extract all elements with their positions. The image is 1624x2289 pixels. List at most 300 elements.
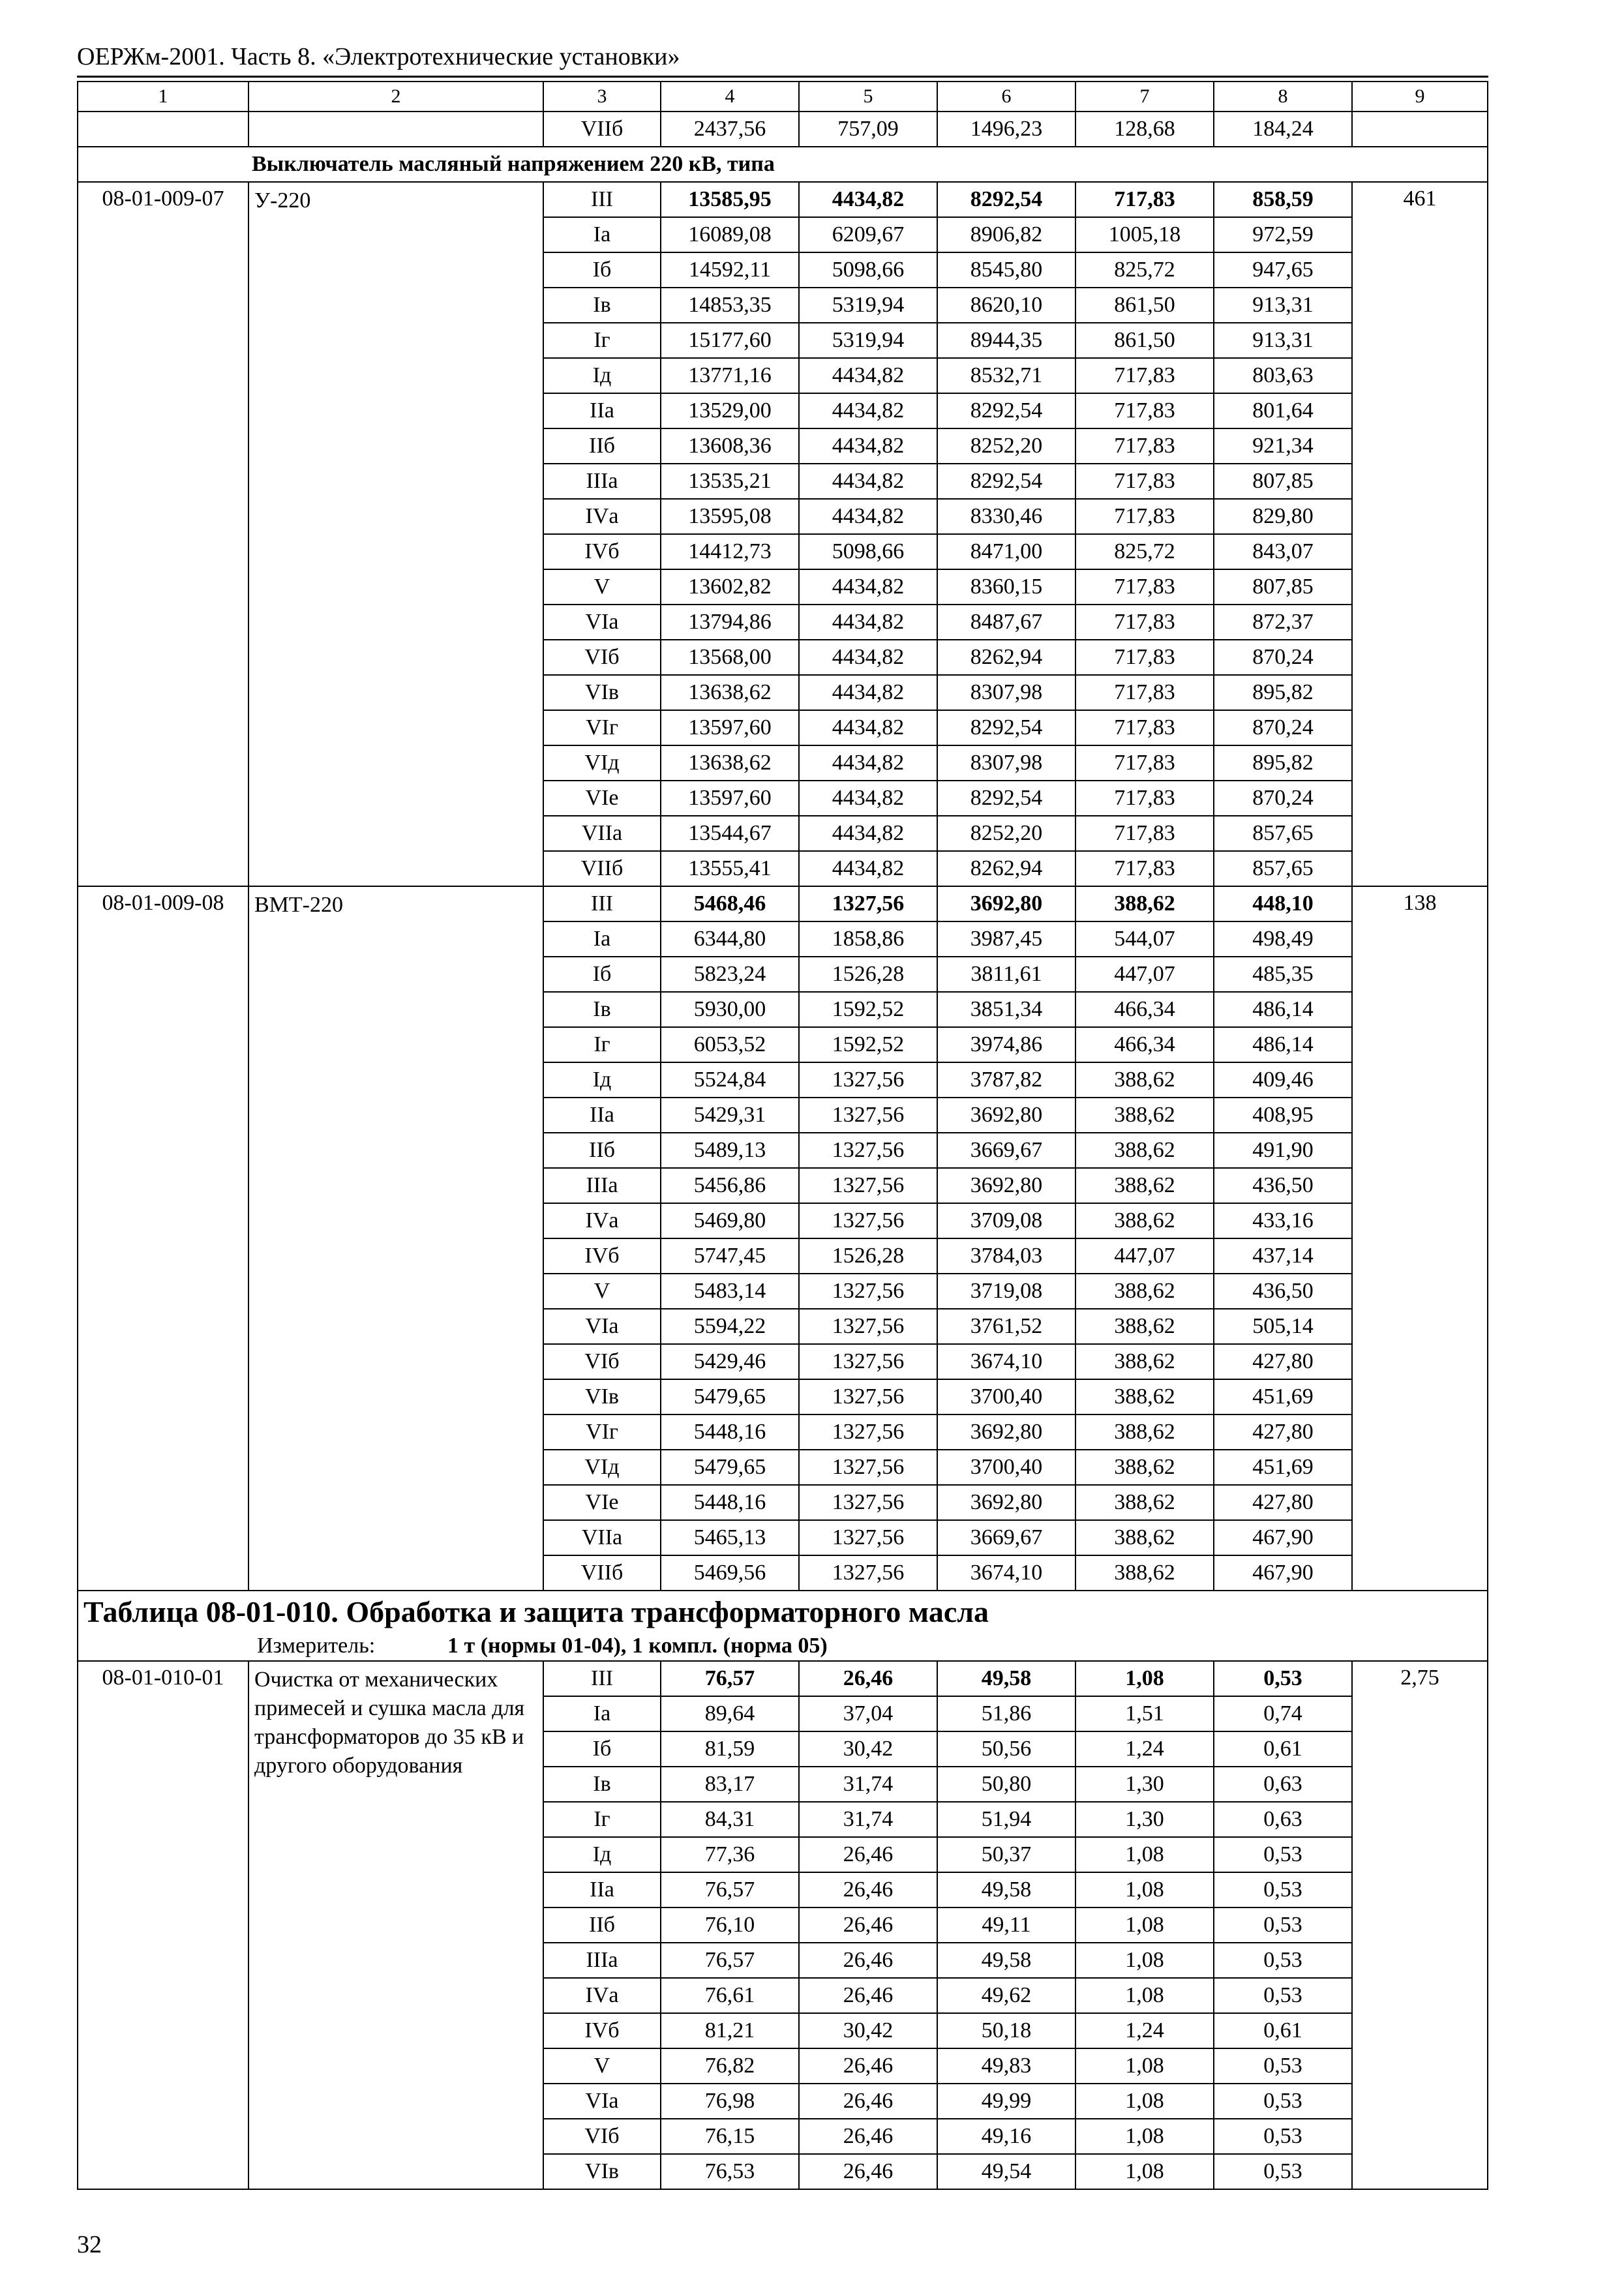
value-cell: 1,08 — [1075, 1978, 1214, 2013]
territory-mark: VIв — [543, 1379, 661, 1414]
value-cell: 717,83 — [1075, 569, 1214, 605]
value-cell: 0,53 — [1214, 1908, 1352, 1943]
value-cell: 81,21 — [661, 2013, 799, 2048]
value-cell: 388,62 — [1075, 1414, 1214, 1450]
value-cell: 0,53 — [1214, 2048, 1352, 2084]
territory-mark: IIб — [543, 428, 661, 464]
extra-cell — [1352, 112, 1488, 147]
value-cell: 913,31 — [1214, 323, 1352, 358]
value-cell: 76,57 — [661, 1872, 799, 1908]
territory-mark: IVб — [543, 2013, 661, 2048]
value-cell: 1327,56 — [799, 1414, 937, 1450]
column-number: 7 — [1075, 82, 1214, 112]
territory-mark: Iб — [543, 957, 661, 992]
territory-mark: IIIа — [543, 464, 661, 499]
value-cell: 26,46 — [799, 2154, 937, 2189]
value-cell: 5429,31 — [661, 1098, 799, 1133]
value-cell: 8471,00 — [937, 534, 1075, 569]
column-number: 9 — [1352, 82, 1488, 112]
value-cell: 3974,86 — [937, 1027, 1075, 1062]
territory-mark: VIIб — [543, 1555, 661, 1591]
value-cell: 5594,22 — [661, 1309, 799, 1344]
value-cell: 184,24 — [1214, 112, 1352, 147]
value-cell: 5524,84 — [661, 1062, 799, 1098]
value-cell: 801,64 — [1214, 393, 1352, 428]
column-number: 4 — [661, 82, 799, 112]
value-cell: 13771,16 — [661, 358, 799, 393]
value-cell: 4434,82 — [799, 464, 937, 499]
value-cell: 427,80 — [1214, 1414, 1352, 1450]
column-number: 6 — [937, 82, 1075, 112]
page-number: 32 — [77, 2231, 102, 2258]
value-cell: 49,58 — [937, 1872, 1075, 1908]
value-cell: 31,74 — [799, 1802, 937, 1837]
value-cell: 76,82 — [661, 2048, 799, 2084]
code-cell: 08-01-010-01 — [78, 1661, 248, 2189]
value-cell: 870,24 — [1214, 640, 1352, 675]
value-cell: 3811,61 — [937, 957, 1075, 992]
territory-mark: VIв — [543, 2154, 661, 2189]
value-cell: 3987,45 — [937, 921, 1075, 957]
table-row — [78, 1661, 1488, 1696]
value-cell: 825,72 — [1075, 534, 1214, 569]
territory-mark: III — [543, 182, 661, 217]
value-cell: 26,46 — [799, 1837, 937, 1872]
value-cell: 1592,52 — [799, 1027, 937, 1062]
value-cell: 388,62 — [1075, 1344, 1214, 1379]
value-cell: 13529,00 — [661, 393, 799, 428]
value-cell: 13595,08 — [661, 499, 799, 534]
value-cell: 388,62 — [1075, 1520, 1214, 1555]
territory-mark: Iд — [543, 1837, 661, 1872]
value-cell: 825,72 — [1075, 252, 1214, 288]
territory-mark: VIб — [543, 1344, 661, 1379]
value-cell: 4434,82 — [799, 851, 937, 886]
value-cell: 26,46 — [799, 2119, 937, 2154]
value-cell: 30,42 — [799, 2013, 937, 2048]
col9-cell: 2,75 — [1352, 1661, 1488, 2189]
value-cell: 861,50 — [1075, 323, 1214, 358]
value-cell: 5098,66 — [799, 252, 937, 288]
column-number: 3 — [543, 82, 661, 112]
value-cell: 76,98 — [661, 2084, 799, 2119]
value-cell: 388,62 — [1075, 1274, 1214, 1309]
value-cell: 4434,82 — [799, 358, 937, 393]
value-cell: 49,99 — [937, 2084, 1075, 2119]
value-cell: 427,80 — [1214, 1485, 1352, 1520]
value-cell: 843,07 — [1214, 534, 1352, 569]
value-cell: 76,57 — [661, 1661, 799, 1696]
value-cell: 13638,62 — [661, 745, 799, 781]
value-cell: 4434,82 — [799, 675, 937, 710]
value-cell: 8252,20 — [937, 428, 1075, 464]
territory-mark: III — [543, 1661, 661, 1696]
value-cell: 8545,80 — [937, 252, 1075, 288]
value-cell: 0,53 — [1214, 1978, 1352, 2013]
value-cell: 49,62 — [937, 1978, 1075, 2013]
value-cell: 717,83 — [1075, 182, 1214, 217]
territory-mark: IVб — [543, 534, 661, 569]
value-cell: 76,57 — [661, 1943, 799, 1978]
value-cell: 807,85 — [1214, 464, 1352, 499]
territory-mark: Iа — [543, 217, 661, 252]
table-row — [78, 886, 1488, 921]
value-cell: 1327,56 — [799, 1555, 937, 1591]
value-cell: 50,56 — [937, 1731, 1075, 1767]
value-cell: 5930,00 — [661, 992, 799, 1027]
value-cell: 4434,82 — [799, 499, 937, 534]
value-cell: 717,83 — [1075, 745, 1214, 781]
section-row — [78, 147, 1488, 182]
value-cell: 0,61 — [1214, 2013, 1352, 2048]
value-cell: 4434,82 — [799, 781, 937, 816]
value-cell: 76,61 — [661, 1978, 799, 2013]
value-cell: 1,08 — [1075, 2048, 1214, 2084]
value-cell: 921,34 — [1214, 428, 1352, 464]
value-cell: 77,36 — [661, 1837, 799, 1872]
value-cell: 1327,56 — [799, 1520, 937, 1555]
value-cell: 8262,94 — [937, 640, 1075, 675]
value-cell: 49,58 — [937, 1661, 1075, 1696]
value-cell: 3692,80 — [937, 1098, 1075, 1133]
value-cell: 3674,10 — [937, 1555, 1075, 1591]
value-cell: 8307,98 — [937, 675, 1075, 710]
col9-cell: 138 — [1352, 886, 1488, 1591]
value-cell: 0,74 — [1214, 1696, 1352, 1731]
value-cell: 451,69 — [1214, 1450, 1352, 1485]
value-cell: 3851,34 — [937, 992, 1075, 1027]
value-cell: 1,51 — [1075, 1696, 1214, 1731]
value-cell: 5319,94 — [799, 323, 937, 358]
value-cell: 388,62 — [1075, 1168, 1214, 1203]
value-cell: 913,31 — [1214, 288, 1352, 323]
value-cell: 388,62 — [1075, 1133, 1214, 1168]
territory-mark: VIе — [543, 781, 661, 816]
value-cell: 717,83 — [1075, 464, 1214, 499]
code-cell — [78, 112, 248, 147]
value-cell: 76,53 — [661, 2154, 799, 2189]
value-cell: 1005,18 — [1075, 217, 1214, 252]
value-cell: 13608,36 — [661, 428, 799, 464]
table-row — [78, 112, 1488, 147]
value-cell: 717,83 — [1075, 851, 1214, 886]
value-cell: 8292,54 — [937, 710, 1075, 745]
value-cell: 409,46 — [1214, 1062, 1352, 1098]
name-cell — [248, 112, 543, 147]
value-cell: 1,08 — [1075, 1908, 1214, 1943]
territory-mark: VIIб — [543, 112, 661, 147]
value-cell: 0,53 — [1214, 1943, 1352, 1978]
value-cell: 3700,40 — [937, 1450, 1075, 1485]
value-cell: 4434,82 — [799, 428, 937, 464]
value-cell: 437,14 — [1214, 1238, 1352, 1274]
territory-mark: Iб — [543, 1731, 661, 1767]
territory-mark: Iв — [543, 1767, 661, 1802]
value-cell: 8292,54 — [937, 781, 1075, 816]
code-cell: 08-01-009-07 — [78, 182, 248, 886]
value-cell: 3692,80 — [937, 1414, 1075, 1450]
value-cell: 1526,28 — [799, 1238, 937, 1274]
value-cell: 717,83 — [1075, 710, 1214, 745]
value-cell: 467,90 — [1214, 1520, 1352, 1555]
value-cell: 447,07 — [1075, 1238, 1214, 1274]
value-cell: 4434,82 — [799, 640, 937, 675]
value-cell: 1327,56 — [799, 1203, 937, 1238]
value-cell: 49,11 — [937, 1908, 1075, 1943]
value-cell: 807,85 — [1214, 569, 1352, 605]
value-cell: 1327,56 — [799, 886, 937, 921]
territory-mark: VIIа — [543, 1520, 661, 1555]
value-cell: 1526,28 — [799, 957, 937, 992]
value-cell: 83,17 — [661, 1767, 799, 1802]
table-body — [78, 82, 1488, 2189]
value-cell: 8292,54 — [937, 393, 1075, 428]
value-cell: 717,83 — [1075, 393, 1214, 428]
value-cell: 128,68 — [1075, 112, 1214, 147]
territory-mark: IIб — [543, 1908, 661, 1943]
value-cell: 1327,56 — [799, 1062, 937, 1098]
value-cell: 76,15 — [661, 2119, 799, 2154]
column-number: 1 — [78, 82, 248, 112]
value-cell: 51,86 — [937, 1696, 1075, 1731]
value-cell: 3787,82 — [937, 1062, 1075, 1098]
value-cell: 3692,80 — [937, 1168, 1075, 1203]
value-cell: 49,83 — [937, 2048, 1075, 2084]
value-cell: 13555,41 — [661, 851, 799, 886]
value-cell: 5479,65 — [661, 1379, 799, 1414]
value-cell: 8620,10 — [937, 288, 1075, 323]
rates-table — [77, 81, 1488, 2190]
territory-mark: Iа — [543, 1696, 661, 1731]
value-cell: 467,90 — [1214, 1555, 1352, 1591]
territory-mark: VIг — [543, 710, 661, 745]
territory-mark: VIв — [543, 675, 661, 710]
value-cell: 803,63 — [1214, 358, 1352, 393]
value-cell: 13585,95 — [661, 182, 799, 217]
value-cell: 5098,66 — [799, 534, 937, 569]
value-cell: 13535,21 — [661, 464, 799, 499]
territory-mark: Iа — [543, 921, 661, 957]
territory-mark: VIа — [543, 605, 661, 640]
value-cell: 1327,56 — [799, 1450, 937, 1485]
value-cell: 451,69 — [1214, 1379, 1352, 1414]
value-cell: 2437,56 — [661, 112, 799, 147]
value-cell: 388,62 — [1075, 1098, 1214, 1133]
value-cell: 3719,08 — [937, 1274, 1075, 1309]
value-cell: 13544,67 — [661, 816, 799, 851]
value-cell: 1,24 — [1075, 1731, 1214, 1767]
value-cell: 13597,60 — [661, 710, 799, 745]
value-cell: 1,08 — [1075, 2084, 1214, 2119]
territory-mark: Iд — [543, 1062, 661, 1098]
value-cell: 1,08 — [1075, 1943, 1214, 1978]
value-cell: 5465,13 — [661, 1520, 799, 1555]
value-cell: 4434,82 — [799, 710, 937, 745]
value-cell: 5469,80 — [661, 1203, 799, 1238]
value-cell: 0,53 — [1214, 1837, 1352, 1872]
value-cell: 0,53 — [1214, 1872, 1352, 1908]
value-cell: 1327,56 — [799, 1168, 937, 1203]
value-cell: 8906,82 — [937, 217, 1075, 252]
value-cell: 0,61 — [1214, 1731, 1352, 1767]
value-cell: 13638,62 — [661, 675, 799, 710]
territory-mark: Iг — [543, 323, 661, 358]
value-cell: 0,63 — [1214, 1767, 1352, 1802]
table-row — [78, 182, 1488, 217]
territory-mark: IVа — [543, 1203, 661, 1238]
column-number: 5 — [799, 82, 937, 112]
value-cell: 448,10 — [1214, 886, 1352, 921]
name-cell: У-220 — [248, 182, 543, 886]
value-cell: 89,64 — [661, 1696, 799, 1731]
value-cell: 5468,46 — [661, 886, 799, 921]
territory-mark: IIа — [543, 393, 661, 428]
value-cell: 16089,08 — [661, 217, 799, 252]
value-cell: 857,65 — [1214, 851, 1352, 886]
value-cell: 447,07 — [1075, 957, 1214, 992]
value-cell: 1858,86 — [799, 921, 937, 957]
value-cell: 3784,03 — [937, 1238, 1075, 1274]
territory-mark: Iв — [543, 992, 661, 1027]
value-cell: 486,14 — [1214, 1027, 1352, 1062]
value-cell: 717,83 — [1075, 781, 1214, 816]
value-cell: 5319,94 — [799, 288, 937, 323]
value-cell: 8360,15 — [937, 569, 1075, 605]
territory-mark: III — [543, 886, 661, 921]
value-cell: 3669,67 — [937, 1133, 1075, 1168]
value-cell: 1,30 — [1075, 1802, 1214, 1837]
value-cell: 858,59 — [1214, 182, 1352, 217]
value-cell: 13602,82 — [661, 569, 799, 605]
value-cell: 872,37 — [1214, 605, 1352, 640]
value-cell: 49,58 — [937, 1943, 1075, 1978]
value-cell: 486,14 — [1214, 992, 1352, 1027]
name-cell: ВМТ-220 — [248, 886, 543, 1591]
territory-mark: VIд — [543, 1450, 661, 1485]
value-cell: 466,34 — [1075, 992, 1214, 1027]
value-cell: 1327,56 — [799, 1379, 937, 1414]
territory-mark: VIб — [543, 640, 661, 675]
value-cell: 5483,14 — [661, 1274, 799, 1309]
value-cell: 8487,67 — [937, 605, 1075, 640]
territory-mark: IIа — [543, 1872, 661, 1908]
value-cell: 1327,56 — [799, 1133, 937, 1168]
header-rule — [77, 76, 1488, 78]
value-cell: 4434,82 — [799, 182, 937, 217]
value-cell: 1,08 — [1075, 2119, 1214, 2154]
value-cell: 50,37 — [937, 1837, 1075, 1872]
value-cell: 0,53 — [1214, 2084, 1352, 2119]
value-cell: 870,24 — [1214, 781, 1352, 816]
column-number: 8 — [1214, 82, 1352, 112]
value-cell: 0,63 — [1214, 1802, 1352, 1837]
value-cell: 84,31 — [661, 1802, 799, 1837]
value-cell: 757,09 — [799, 112, 937, 147]
value-cell: 4434,82 — [799, 569, 937, 605]
value-cell: 5469,56 — [661, 1555, 799, 1591]
value-cell: 388,62 — [1075, 1450, 1214, 1485]
value-cell: 388,62 — [1075, 1203, 1214, 1238]
value-cell: 1,08 — [1075, 1837, 1214, 1872]
value-cell: 5479,65 — [661, 1450, 799, 1485]
territory-mark: VIг — [543, 1414, 661, 1450]
territory-mark: VIа — [543, 2084, 661, 2119]
value-cell: 5448,16 — [661, 1485, 799, 1520]
value-cell: 3700,40 — [937, 1379, 1075, 1414]
value-cell: 717,83 — [1075, 358, 1214, 393]
value-cell: 49,16 — [937, 2119, 1075, 2154]
territory-mark: VIб — [543, 2119, 661, 2154]
value-cell: 3709,08 — [937, 1203, 1075, 1238]
name-cell: Очистка от механических примесей и сушка масла для трансформаторов до 35 кВ и другого оборудования — [248, 1661, 543, 2189]
territory-mark: V — [543, 1274, 661, 1309]
territory-mark: Iд — [543, 358, 661, 393]
value-cell: 81,59 — [661, 1731, 799, 1767]
territory-mark: Iв — [543, 288, 661, 323]
value-cell: 8330,46 — [937, 499, 1075, 534]
value-cell: 717,83 — [1075, 499, 1214, 534]
value-cell: 51,94 — [937, 1802, 1075, 1837]
value-cell: 388,62 — [1075, 1379, 1214, 1414]
value-cell: 433,16 — [1214, 1203, 1352, 1238]
measure-value: 1 т (нормы 01-04), 1 компл. (норма 05) — [447, 1634, 828, 1658]
value-cell: 26,46 — [799, 1908, 937, 1943]
value-cell: 13568,00 — [661, 640, 799, 675]
value-cell: 388,62 — [1075, 1485, 1214, 1520]
value-cell: 491,90 — [1214, 1133, 1352, 1168]
col9-cell: 461 — [1352, 182, 1488, 886]
value-cell: 13597,60 — [661, 781, 799, 816]
value-cell: 505,14 — [1214, 1309, 1352, 1344]
value-cell: 5456,86 — [661, 1168, 799, 1203]
value-cell: 717,83 — [1075, 605, 1214, 640]
value-cell: 388,62 — [1075, 1309, 1214, 1344]
value-cell: 14853,35 — [661, 288, 799, 323]
value-cell: 544,07 — [1075, 921, 1214, 957]
territory-mark: VIIб — [543, 851, 661, 886]
territory-mark: IIIа — [543, 1943, 661, 1978]
territory-mark: VIе — [543, 1485, 661, 1520]
value-cell: 0,53 — [1214, 2119, 1352, 2154]
territory-mark: V — [543, 569, 661, 605]
value-cell: 436,50 — [1214, 1168, 1352, 1203]
value-cell: 50,18 — [937, 2013, 1075, 2048]
value-cell: 388,62 — [1075, 1062, 1214, 1098]
value-cell: 8292,54 — [937, 464, 1075, 499]
value-cell: 3674,10 — [937, 1344, 1075, 1379]
value-cell: 4434,82 — [799, 605, 937, 640]
value-cell: 1,08 — [1075, 1661, 1214, 1696]
measure-cell — [78, 1632, 1488, 1661]
value-cell: 1,30 — [1075, 1767, 1214, 1802]
value-cell: 15177,60 — [661, 323, 799, 358]
value-cell: 1,24 — [1075, 2013, 1214, 2048]
value-cell: 3669,67 — [937, 1520, 1075, 1555]
value-cell: 1592,52 — [799, 992, 937, 1027]
value-cell: 49,54 — [937, 2154, 1075, 2189]
territory-mark: IIIа — [543, 1168, 661, 1203]
value-cell: 947,65 — [1214, 252, 1352, 288]
value-cell: 408,95 — [1214, 1098, 1352, 1133]
value-cell: 857,65 — [1214, 816, 1352, 851]
value-cell: 829,80 — [1214, 499, 1352, 534]
territory-mark: V — [543, 2048, 661, 2084]
value-cell: 5448,16 — [661, 1414, 799, 1450]
measure-row — [78, 1632, 1488, 1661]
value-cell: 14592,11 — [661, 252, 799, 288]
value-cell: 972,59 — [1214, 217, 1352, 252]
value-cell: 30,42 — [799, 1731, 937, 1767]
